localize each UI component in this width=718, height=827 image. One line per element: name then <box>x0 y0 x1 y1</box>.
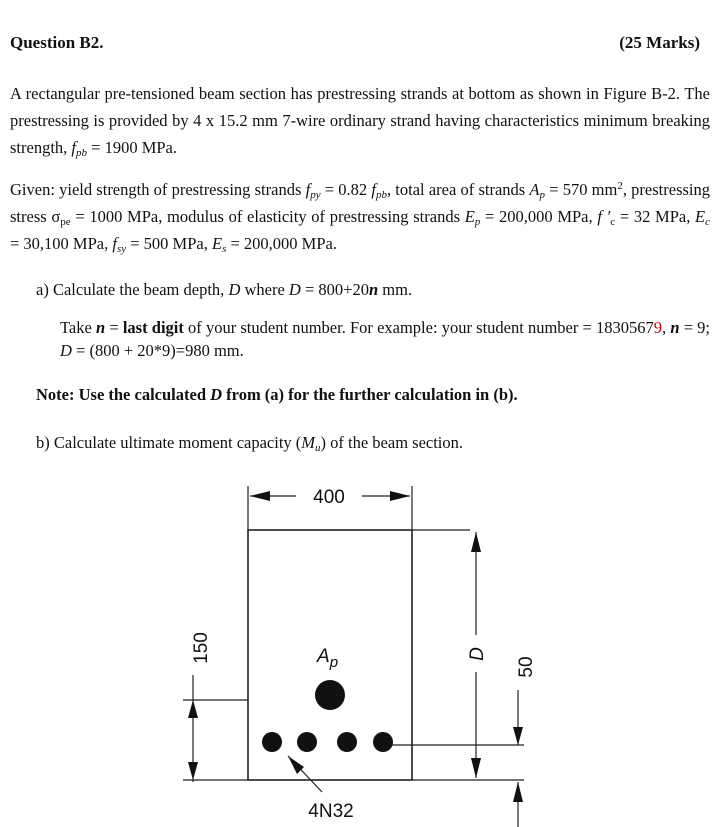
intro-paragraph: A rectangular pre-tensioned beam section has prestressing strands at bottom as shown in Figure B-2. The prestressing is provided by 4 x 15.2 mm 7-wire ordinary strand having characteristics minimum breaking strength, $f_{pb} = 1900$ MPa. <box>10 84 710 159</box>
left-dim-label: 150 <box>191 632 212 664</box>
fifty-arrow-bottom <box>513 782 523 802</box>
part-a-question: a) Calculate the beam depth, D where D = 800+20n mm. <box>36 280 413 299</box>
question-title: Question B2. <box>10 33 104 52</box>
bar-label: 4N32 <box>308 801 354 822</box>
depth-arrow-bottom <box>471 758 481 778</box>
depth-arrow-top <box>471 532 481 552</box>
left-arrow-bottom <box>188 762 198 780</box>
note-line: Note: Use the calculated D from (a) for the further calculation in (b). <box>36 385 518 404</box>
given-paragraph: Given: yield strength of prestressing strands $f_{py} = 0.82$ $f_{pb}$, total area of strands $A_p = 570$ $mm^2$, prestressing stress $\sigma_{pe} = 1000$ MPa, modulus of elasticity of prestressing strands $E_p = 200,000$ MPa, f $'_c = 32$ MPa, $E_c = 30,100$ MPa, $f_{sy} = 500$ MPa, $E_s = 200,000$ MPa. <box>10 180 711 255</box>
width-arrow-right <box>390 491 410 501</box>
width-arrow-left <box>250 491 270 501</box>
rebar-3 <box>337 732 357 752</box>
left-arrow-top <box>188 700 198 718</box>
take-n-instruction: Take n = last digit of your student number. For example: your student number = 18305679, n = 9; D = (800 + 20*9)=980 mm. <box>60 318 710 360</box>
ap-label: $A_p$ <box>317 646 339 671</box>
bar-leader-arrow <box>288 756 304 774</box>
rebar-1 <box>262 732 282 752</box>
fifty-label: 50 <box>516 656 537 678</box>
fifty-arrow-top <box>513 727 523 745</box>
question-marks: (25 Marks) <box>619 33 700 52</box>
prestressing-strand <box>315 680 345 710</box>
part-b-question: b) Calculate ultimate moment capacity $(M_u)$ of the beam section. <box>36 433 464 454</box>
depth-label: D <box>467 647 488 661</box>
width-label: 400 <box>313 487 345 508</box>
rebar-4 <box>373 732 393 752</box>
rebar-2 <box>297 732 317 752</box>
highlight-digit: 9 <box>653 318 663 337</box>
